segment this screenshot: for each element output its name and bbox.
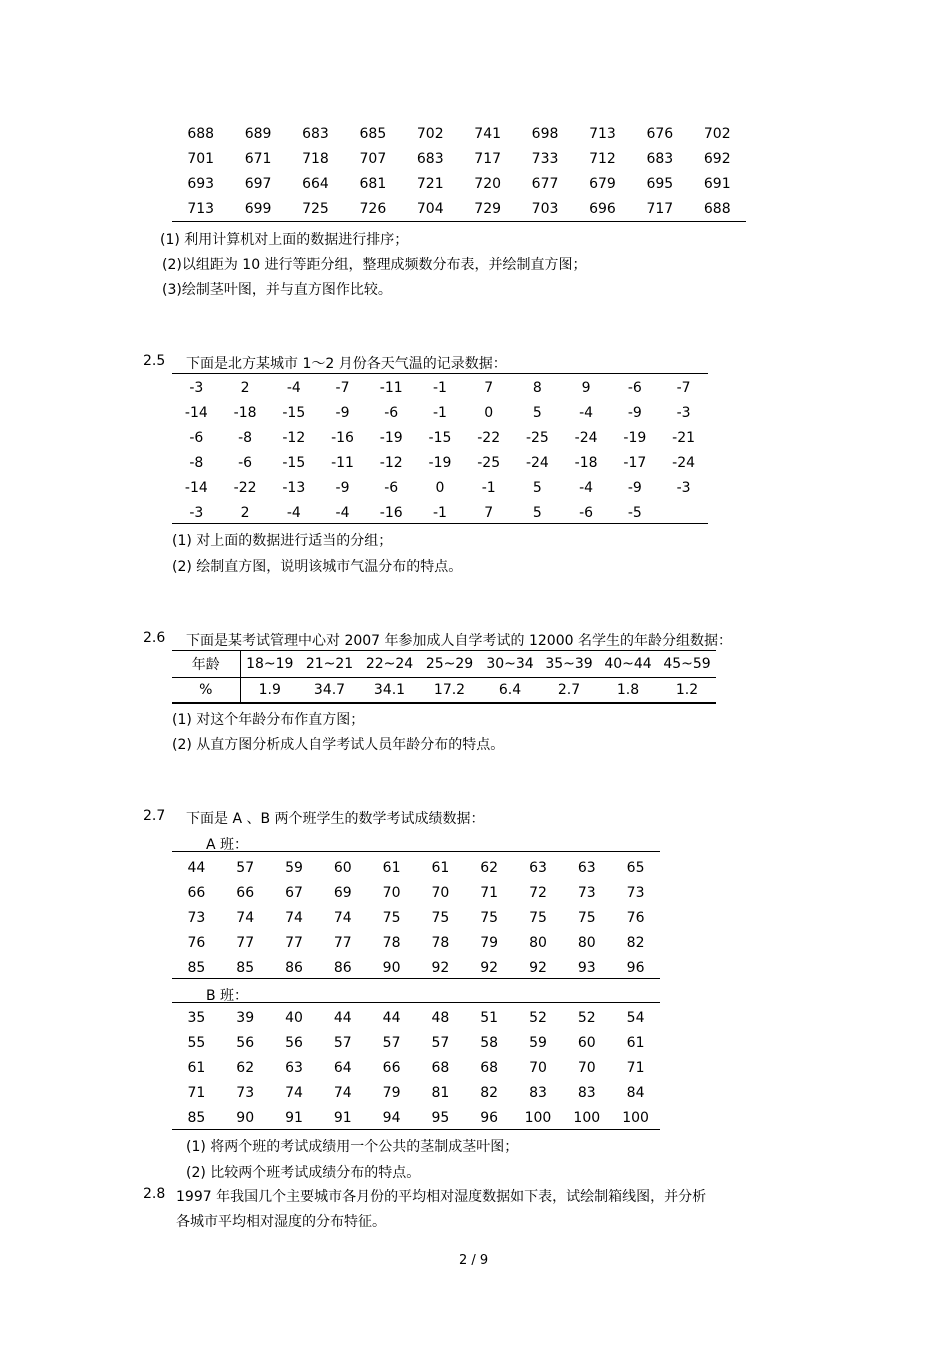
temperature-cell: -24 [525,455,549,471]
score-cell: 57 [382,1035,401,1051]
score-cell: 100 [573,1110,601,1126]
score-cell: 74 [333,910,352,926]
temperature-cell: -19 [623,430,647,446]
score-cell: 94 [382,1110,401,1126]
score-cell: 81 [431,1085,450,1101]
score-cell: 67 [285,885,303,901]
temperature-cell: -12 [282,430,306,446]
table-cell: 697 [244,176,272,192]
age-range: 45~59 [658,651,716,678]
temperature-cell: -7 [335,380,350,396]
temperature-cell: -15 [282,405,306,421]
score-cell: 63 [285,1060,303,1076]
section-2-8-line1: 1997 年我国几个主要城市各月份的平均相对湿度数据如下表，试绘制箱线图，并分析 [176,1189,707,1205]
table-cell: 688 [703,201,731,217]
temperature-cell: -21 [672,430,696,446]
page-number: 2 / 9 [459,1253,489,1268]
score-cell: 44 [382,1010,401,1026]
temperature-cell: -13 [282,480,306,496]
score-cell: 77 [333,935,352,951]
score-cell: 71 [626,1060,645,1076]
temperature-cell: -15 [282,455,306,471]
score-cell: 71 [480,885,499,901]
table-cell: 671 [244,151,272,167]
table-cell: 712 [589,151,616,167]
score-cell: 74 [236,910,255,926]
temperature-cell: 5 [532,480,542,496]
class-b-scores-table [172,1006,660,1131]
section-2-7-number: 2.7 [143,808,166,824]
temperature-cell: -1 [481,480,496,496]
temperature-cell: -11 [379,380,403,396]
score-cell: 73 [187,910,206,926]
table-cell: 692 [703,151,731,167]
table-cell: 713 [589,126,616,142]
temperature-cell: 8 [532,380,542,396]
score-cell: 70 [382,885,401,901]
age-range: 22~24 [360,651,419,678]
table-cell: 717 [646,201,674,217]
temperature-cell: -19 [379,430,403,446]
score-cell: 85 [187,1110,206,1126]
table-row [172,172,746,197]
score-cell: 39 [236,1010,255,1026]
temperature-cell: -4 [579,480,594,496]
section-2-5-number: 2.5 [143,353,166,369]
class-b-bottom-rule [172,1129,660,1130]
score-cell: 54 [626,1010,645,1026]
temperature-cell: -1 [432,505,447,521]
temperature-cell: -6 [384,480,399,496]
temperature-cell: 5 [532,505,542,521]
table-cell: 713 [187,201,215,217]
score-cell: 68 [480,1060,499,1076]
table-row [172,881,660,906]
score-cell: 76 [187,935,206,951]
score-cell: 83 [529,1085,547,1101]
age-range: 18~19 [240,651,299,678]
class-a-top-rule [172,851,660,852]
table-cell: 718 [302,151,329,167]
temperature-cell: 9 [581,380,591,396]
temperature-table [172,376,708,526]
score-cell: 56 [285,1035,303,1051]
score-cell: 52 [529,1010,547,1026]
score-cell: 82 [626,935,645,951]
class-a-bottom-rule [172,978,660,979]
table-cell: 696 [589,201,616,217]
temperature-cell: -24 [672,455,696,471]
age-percent: 34.1 [360,678,419,704]
score-cell: 64 [333,1060,352,1076]
temperature-cell: -9 [335,405,350,421]
age-percent: 34.7 [299,678,360,704]
score-cell: 80 [529,935,547,951]
table-row [172,147,746,172]
temperature-cell: -4 [579,405,594,421]
temperature-cell: 2 [240,505,250,521]
score-cell: 90 [382,960,401,976]
score-cell: 95 [431,1110,450,1126]
temperature-cell: -6 [384,405,399,421]
score-cell: 60 [577,1035,596,1051]
data-table-2-4 [172,122,746,222]
temperature-cell: -12 [379,455,403,471]
score-cell: 70 [431,885,450,901]
section-2-6-number: 2.6 [143,630,166,646]
score-cell: 59 [529,1035,547,1051]
age-percent: 1.2 [658,678,716,704]
score-cell: 77 [236,935,255,951]
temperature-cell: -14 [184,480,208,496]
temperature-cell: 0 [484,405,494,421]
section-2-8-number: 2.8 [143,1186,166,1202]
temperature-cell: -16 [331,430,354,446]
temperature-cell: -22 [477,430,501,446]
score-cell: 70 [577,1060,596,1076]
score-cell: 73 [626,885,645,901]
score-cell: 93 [577,960,596,976]
question-2-5-1: (1) 对上面的数据进行适当的分组； [172,533,393,549]
temperature-cell: -15 [428,430,452,446]
question-2-5-2: (2) 绘制直方图，说明该城市气温分布的特点。 [172,559,463,575]
table-row [172,906,660,931]
age-range: 21~21 [299,651,360,678]
score-cell: 44 [187,860,206,876]
score-cell: 52 [577,1010,596,1026]
temperature-cell: -25 [525,430,549,446]
temperature-cell: -6 [627,380,642,396]
score-cell: 77 [285,935,303,951]
score-cell: 68 [431,1060,450,1076]
question-2-7-2: (2) 比较两个班考试成绩分布的特点。 [186,1165,421,1181]
age-range: 40~44 [598,651,658,678]
class-b-label: B 班： [206,988,249,1004]
table-row [172,1006,660,1031]
score-cell: 86 [333,960,352,976]
table-cell: 703 [531,201,559,217]
temperature-cell: 7 [484,380,494,396]
age-group-table [172,651,716,704]
score-cell: 63 [577,860,596,876]
table-row [172,1081,660,1106]
score-cell: 75 [431,910,450,926]
age-header-label: 年龄 [172,651,240,678]
score-cell: 79 [480,935,499,951]
score-cell: 70 [529,1060,547,1076]
score-cell: 58 [480,1035,499,1051]
section-2-6-title: 下面是某考试管理中心对 2007 年参加成人自学考试的 12000 名学生的年龄分组数据： [186,633,732,649]
score-cell: 100 [622,1110,649,1126]
score-cell: 91 [285,1110,303,1126]
table-row [172,1031,660,1056]
temperature-cell: -18 [574,455,598,471]
temperature-cell: -1 [432,380,447,396]
temperature-cell: -3 [676,405,691,421]
temperature-cell: -6 [189,430,204,446]
table-cell: 677 [531,176,559,192]
age-range: 35~39 [540,651,598,678]
question-2-6-2: (2) 从直方图分析成人自学考试人员年龄分布的特点。 [172,737,505,753]
score-cell: 56 [236,1035,255,1051]
table-cell: 695 [646,176,674,192]
score-cell: 85 [187,960,206,976]
temperature-cell: -25 [477,455,501,471]
temperature-cell: 5 [532,405,542,421]
score-cell: 69 [333,885,352,901]
temperature-cell: -16 [379,505,403,521]
score-cell: 74 [333,1085,352,1101]
question-2-4-1: (1) 利用计算机对上面的数据进行排序； [160,232,409,248]
table-row [172,476,708,501]
temperature-cell: -4 [286,505,301,521]
score-cell: 61 [382,860,401,876]
score-cell: 92 [529,960,547,976]
score-cell: 63 [529,860,547,876]
score-cell: 71 [187,1085,206,1101]
temperature-cell: -9 [335,480,350,496]
table-cell: 726 [359,201,387,217]
temperature-cell: -7 [676,380,691,396]
table-row [172,122,746,147]
score-cell: 51 [480,1010,499,1026]
temperature-cell: -5 [627,505,642,521]
section-2-5-title: 下面是北方某城市 1～2 月份各天气温的记录数据： [186,356,507,372]
temperature-cell: -8 [238,430,253,446]
score-cell: 66 [187,885,206,901]
percent-header-label: % [172,678,240,704]
table-row [172,197,746,222]
score-cell: 78 [382,935,401,951]
score-cell: 61 [187,1060,206,1076]
table-cell: 702 [703,126,731,142]
score-cell: 75 [529,910,547,926]
table-cell: 721 [416,176,444,192]
table-row [172,376,708,401]
score-cell: 84 [626,1085,645,1101]
score-cell: 60 [333,860,352,876]
table-cell: 698 [531,126,559,142]
temperature-cell: -24 [574,430,598,446]
table-cell: 688 [187,126,215,142]
age-percent: 1.8 [598,678,658,704]
temperature-cell: -3 [189,380,204,396]
table-row [172,426,708,451]
table-row [172,1056,660,1081]
score-cell: 57 [236,860,255,876]
section-2-8-line2: 各城市平均相对湿度的分布特征。 [176,1214,386,1230]
table-cell: 702 [416,126,444,142]
section-2-5-top-rule [172,373,708,374]
score-cell: 66 [382,1060,401,1076]
table-2-4-bottom-rule [172,221,746,222]
table-cell: 729 [474,201,502,217]
section-2-5-bottom-rule [172,523,708,524]
table-cell: 676 [646,126,674,142]
score-cell: 100 [524,1110,552,1126]
table-cell: 685 [359,126,387,142]
temperature-cell: 0 [435,480,445,496]
score-cell: 75 [577,910,596,926]
temperature-cell: -9 [627,480,642,496]
table-row [172,856,660,881]
table-cell: 720 [474,176,502,192]
table-cell: 683 [416,151,444,167]
score-cell: 92 [480,960,499,976]
score-cell: 85 [236,960,255,976]
temperature-cell: 7 [484,505,494,521]
score-cell: 61 [431,860,450,876]
age-range: 30~34 [480,651,540,678]
age-range: 25~29 [419,651,480,678]
temperature-cell: -4 [335,505,350,521]
table-cell: 707 [359,151,387,167]
table-row [172,451,708,476]
score-cell: 57 [333,1035,352,1051]
table-cell: 679 [589,176,616,192]
score-cell: 74 [285,910,303,926]
temperature-cell: -3 [189,505,204,521]
score-cell: 86 [285,960,303,976]
score-cell: 75 [382,910,401,926]
temperature-cell: -4 [286,380,301,396]
table-cell: 683 [646,151,674,167]
score-cell: 35 [187,1010,206,1026]
score-cell: 79 [382,1085,401,1101]
question-2-7-1: (1) 将两个班的考试成绩用一个公共的茎制成茎叶图； [186,1139,519,1155]
question-2-6-1: (1) 对这个年龄分布作直方图； [172,712,365,728]
score-cell: 44 [333,1010,352,1026]
table-row [172,1106,660,1131]
score-cell: 61 [626,1035,645,1051]
table-cell: 733 [531,151,559,167]
age-percent: 1.9 [240,678,299,704]
score-cell: 76 [626,910,645,926]
table-cell: 725 [302,201,329,217]
table-cell: 681 [359,176,387,192]
table-cell: 699 [244,201,272,217]
score-cell: 65 [626,860,645,876]
score-cell: 83 [577,1085,596,1101]
score-cell: 82 [480,1085,499,1101]
score-cell: 74 [285,1085,303,1101]
table-cell: 693 [187,176,215,192]
question-2-4-2: (2)以组距为 10 进行等距分组，整理成频数分布表，并绘制直方图； [162,257,587,273]
score-cell: 57 [431,1035,450,1051]
score-cell: 55 [187,1035,206,1051]
temperature-cell: 2 [240,380,250,396]
age-percent: 2.7 [540,678,598,704]
score-cell: 91 [333,1110,352,1126]
temperature-cell: -19 [428,455,452,471]
score-cell: 59 [285,860,303,876]
table-cell: 664 [302,176,329,192]
temperature-cell: -18 [233,405,257,421]
score-cell: 92 [431,960,450,976]
class-a-label: A 班： [206,837,249,853]
table-cell: 741 [474,126,502,142]
table-cell: 691 [703,176,731,192]
score-cell: 73 [236,1085,255,1101]
class-b-top-rule [172,1002,660,1003]
score-cell: 96 [626,960,645,976]
table-row [172,931,660,956]
score-cell: 80 [577,935,596,951]
table-cell: 704 [416,201,444,217]
score-cell: 75 [480,910,499,926]
temperature-cell: -11 [331,455,354,471]
class-a-scores-table [172,856,660,981]
score-cell: 48 [431,1010,450,1026]
score-cell: 96 [480,1110,499,1126]
table-cell: 689 [244,126,272,142]
score-cell: 40 [285,1010,303,1026]
temperature-cell: -3 [676,480,691,496]
table-row [172,401,708,426]
age-percent: 17.2 [419,678,480,704]
temperature-cell: -6 [579,505,594,521]
score-cell: 66 [236,885,255,901]
table-cell: 701 [187,151,215,167]
temperature-cell: -1 [432,405,447,421]
age-percent: 6.4 [480,678,540,704]
temperature-cell: -22 [233,480,257,496]
table-cell: 683 [302,126,329,142]
temperature-cell: -14 [184,405,208,421]
temperature-cell: -17 [623,455,647,471]
score-cell: 90 [236,1110,255,1126]
score-cell: 62 [480,860,499,876]
table-cell: 717 [474,151,502,167]
temperature-cell: -8 [189,455,204,471]
temperature-cell: -6 [238,455,253,471]
score-cell: 62 [236,1060,255,1076]
score-cell: 78 [431,935,450,951]
section-2-7-title: 下面是 A 、B 两个班学生的数学考试成绩数据： [186,811,485,827]
score-cell: 72 [529,885,547,901]
temperature-cell: -9 [627,405,642,421]
score-cell: 73 [577,885,596,901]
question-2-4-3: (3)绘制茎叶图，并与直方图作比较。 [162,282,392,298]
